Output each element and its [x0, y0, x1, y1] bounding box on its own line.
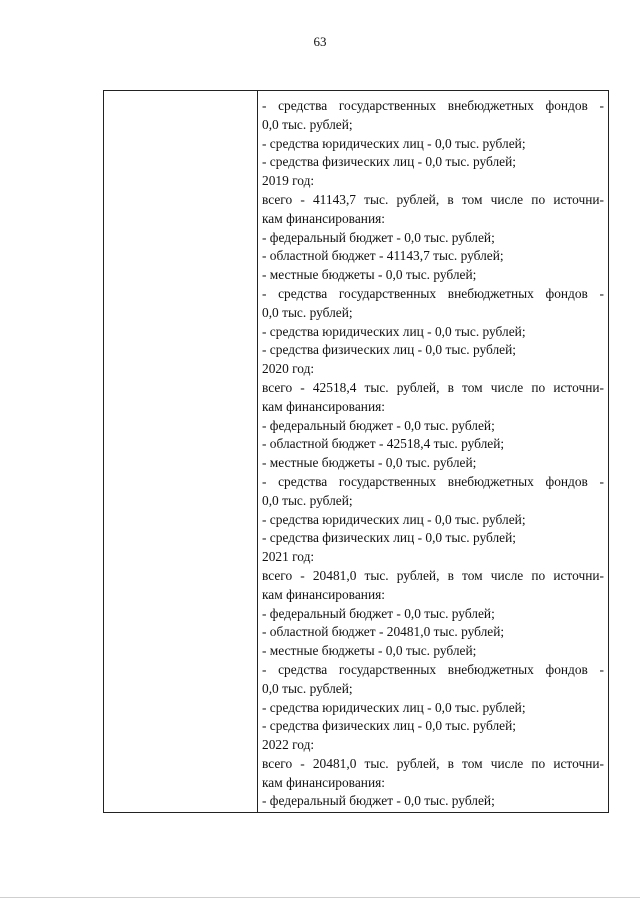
text-line: - средства физических лиц - 0,0 тыс. рублей; [262, 342, 516, 358]
text-line: - средства государственных внебюджетных фондов - [262, 285, 604, 301]
text-line: - средства физических лиц - 0,0 тыс. рублей; [262, 530, 516, 546]
text-line: 0,0 тыс. рублей; [262, 680, 353, 696]
text-line: - федеральный бюджет - 0,0 тыс. рублей; [262, 605, 495, 621]
text-line: - средства юридических лиц - 0,0 тыс. рублей; [262, 699, 526, 715]
text-line: - средства физических лиц - 0,0 тыс. рублей; [262, 154, 516, 170]
table-right-cell [258, 91, 608, 812]
text-line: - местные бюджеты - 0,0 тыс. рублей; [262, 643, 477, 659]
text-line: - областной бюджет - 20481,0 тыс. рублей; [262, 624, 505, 640]
text-line: 0,0 тыс. рублей; [262, 492, 353, 508]
text-line: 2019 год: [262, 173, 315, 189]
text-line: 0,0 тыс. рублей; [262, 304, 353, 320]
text-line: - средства юридических лиц - 0,0 тыс. рублей; [262, 511, 526, 527]
text-line: всего - 41143,7 тыс. рублей, в том числе по источни- [262, 191, 604, 207]
text-line: кам финансирования: [262, 774, 385, 790]
text-line: кам финансирования: [262, 398, 385, 414]
text-line: 2020 год: [262, 361, 315, 377]
text-line: - средства государственных внебюджетных фондов - [262, 661, 604, 677]
text-line: 0,0 тыс. рублей; [262, 116, 353, 132]
text-line: - местные бюджеты - 0,0 тыс. рублей; [262, 267, 477, 283]
funding-table [103, 90, 609, 813]
page-number: 63 [313, 34, 327, 49]
text-line: - средства юридических лиц - 0,0 тыс. рублей; [262, 135, 526, 151]
text-line: кам финансирования: [262, 210, 385, 226]
text-line: - средства физических лиц - 0,0 тыс. рублей; [262, 718, 516, 734]
text-line: - средства государственных внебюджетных фондов - [262, 98, 604, 113]
text-line: кам финансирования: [262, 586, 385, 602]
text-line: - областной бюджет - 42518,4 тыс. рублей; [262, 436, 505, 452]
text-line: всего - 20481,0 тыс. рублей, в том числе по источни- [262, 567, 604, 583]
table-left-cell [104, 91, 258, 812]
text-line: - местные бюджеты - 0,0 тыс. рублей; [262, 455, 477, 471]
text-line: - средства юридических лиц - 0,0 тыс. рублей; [262, 323, 526, 339]
text-line: - федеральный бюджет - 0,0 тыс. рублей; [262, 229, 495, 245]
text-line: - средства государственных внебюджетных фондов - [262, 473, 604, 489]
text-line: - федеральный бюджет - 0,0 тыс. рублей; [262, 417, 495, 433]
text-line: - областной бюджет - 41143,7 тыс. рублей; [262, 248, 504, 264]
text-line: 2022 год: [262, 737, 315, 753]
text-line: всего - 20481,0 тыс. рублей, в том числе по источни- [262, 755, 604, 771]
page-bottom-rule [0, 897, 640, 898]
text-line: - федеральный бюджет - 0,0 тыс. рублей; [262, 793, 495, 809]
text-line: всего - 42518,4 тыс. рублей, в том числе по источни- [262, 379, 604, 395]
text-line: 2021 год: [262, 549, 315, 565]
